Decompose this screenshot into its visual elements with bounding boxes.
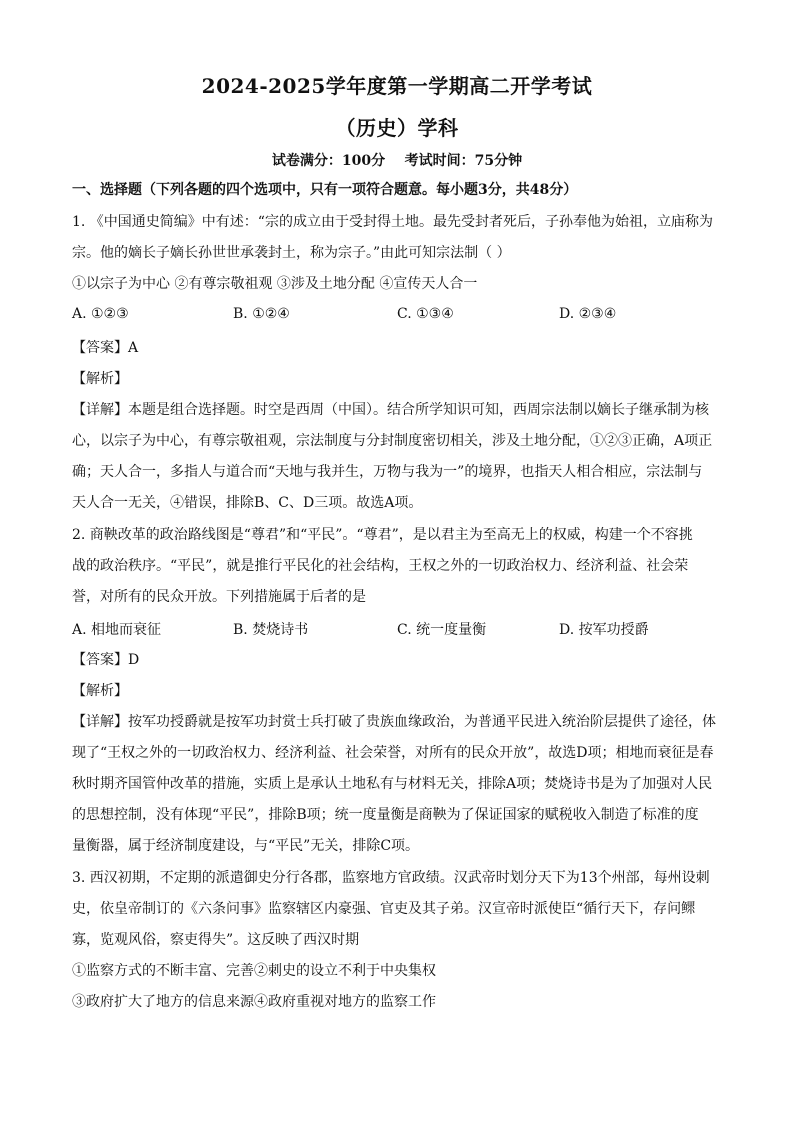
q1-option-d: D. ②③④: [559, 306, 617, 322]
exam-title: 2024-2025学年度第一学期高二开学考试: [201, 74, 593, 98]
q2-option-b: B. 焚烧诗书: [233, 622, 309, 638]
q1-detail-line: 确；天人合一，多指人与道合而“天地与我并生，万物与我为一”的境界，也指天人相合相应，宗法制与: [72, 464, 703, 480]
q3-stem-line: 史，依皇帝制订的《六条问事》监察辖区内豪强、官吏及其子弟。汉宣帝时派使臣“循行天下，存问鳏: [72, 901, 696, 917]
q2-stem-line: 誉，对所有的民众开放。下列措施属于后者的是: [72, 589, 366, 605]
section-heading: 一、选择题（下列各题的四个选项中，只有一项符合题意。每小题3分，共48分）: [72, 182, 578, 198]
q1-analysis-label: 【解析】: [72, 371, 128, 387]
q2-detail-line: 的思想控制，没有体现“平民”，排除B项；统一度量衡是商鞅为了保证国家的赋税收入制造了标准的度: [72, 807, 699, 823]
q2-stem-line: 战的政治秩序。“平民”，就是推行平民化的社会结构，王权之外的一切政治权力、经济利益、社会荣: [72, 558, 689, 574]
q1-stem-line: 宗。他的嫡长子嫡长孙世世承袭封土，称为宗子。”由此可知宗法制（ ）: [72, 245, 511, 261]
q1-detail-line: 天人合一无关，④错误，排除B、C、D三项。故选A项。: [72, 495, 423, 511]
q3-stem-line: 寡，览观风俗，察吏得失”。这反映了西汉时期: [72, 932, 360, 948]
q1-option-c: C. ①③④: [397, 306, 454, 322]
q1-option-b: B. ①②④: [233, 306, 290, 322]
q1-answer: 【答案】A: [72, 340, 139, 356]
q2-option-a: A. 相地而衰征: [72, 622, 162, 638]
exam-subject: （历史）学科: [335, 116, 459, 140]
exam-meta: 试卷满分：100分 考试时间：75分钟: [271, 153, 523, 169]
q1-detail-line: 【详解】本题是组合选择题。时空是西周（中国）。结合所学知识可知，西周宗法制以嫡长子继承制为核: [72, 402, 709, 418]
q1-option-a: A. ①②③: [72, 306, 129, 322]
q2-answer: 【答案】D: [72, 652, 140, 668]
q2-detail-line: 量衡器，属于经济制度建设，与“平民”无关，排除C项。: [72, 838, 420, 854]
q2-option-c: C. 统一度量衡: [397, 622, 487, 638]
q2-stem-line: 2. 商鞅改革的政治路线图是“尊君”和“平民”。“尊君”，是以君主为至高无上的权威，构建一个不容挑: [72, 527, 693, 543]
q2-detail-line: 【详解】按军功授爵就是按军功封赏士兵打破了贵族血缘政治，为普通平民进入统治阶层提供了途径，体: [72, 714, 716, 730]
q2-option-d: D. 按军功授爵: [559, 622, 649, 638]
q1-stem-line: 1. 《中国通史简编》中有述：“宗的成立由于受封得土地。最先受封者死后，子孙奉他为始祖，立庙称为: [72, 214, 713, 230]
q2-analysis-label: 【解析】: [72, 683, 128, 699]
q1-detail-line: 心，以宗子为中心，有尊宗敬祖观，宗法制度与分封制度密切相关，涉及土地分配，①②③正确，A项正: [72, 433, 713, 449]
q3-stem-line: ③政府扩大了地方的信息来源④政府重视对地方的监察工作: [72, 994, 436, 1010]
q2-detail-line: 现了“王权之外的一切政治权力、经济利益、社会荣誉，对所有的民众开放”，故选D项；相地而衰征是春: [72, 745, 714, 761]
q3-stem-line: ①监察方式的不断丰富、完善②刺史的设立不利于中央集权: [72, 963, 436, 979]
q1-stem-line: ①以宗子为中心 ②有尊宗敬祖观 ③涉及土地分配 ④宣传天人合一: [72, 276, 478, 292]
q2-detail-line: 秋时期齐国管仲改革的措施，实质上是承认土地私有与材料无关，排除A项；焚烧诗书是为了加强对人民: [72, 776, 713, 792]
q3-stem-line: 3. 西汉初期，不定期的派遣御史分行各郡，监察地方官政绩。汉武帝时划分天下为13个州部，每州设刺: [72, 870, 710, 886]
